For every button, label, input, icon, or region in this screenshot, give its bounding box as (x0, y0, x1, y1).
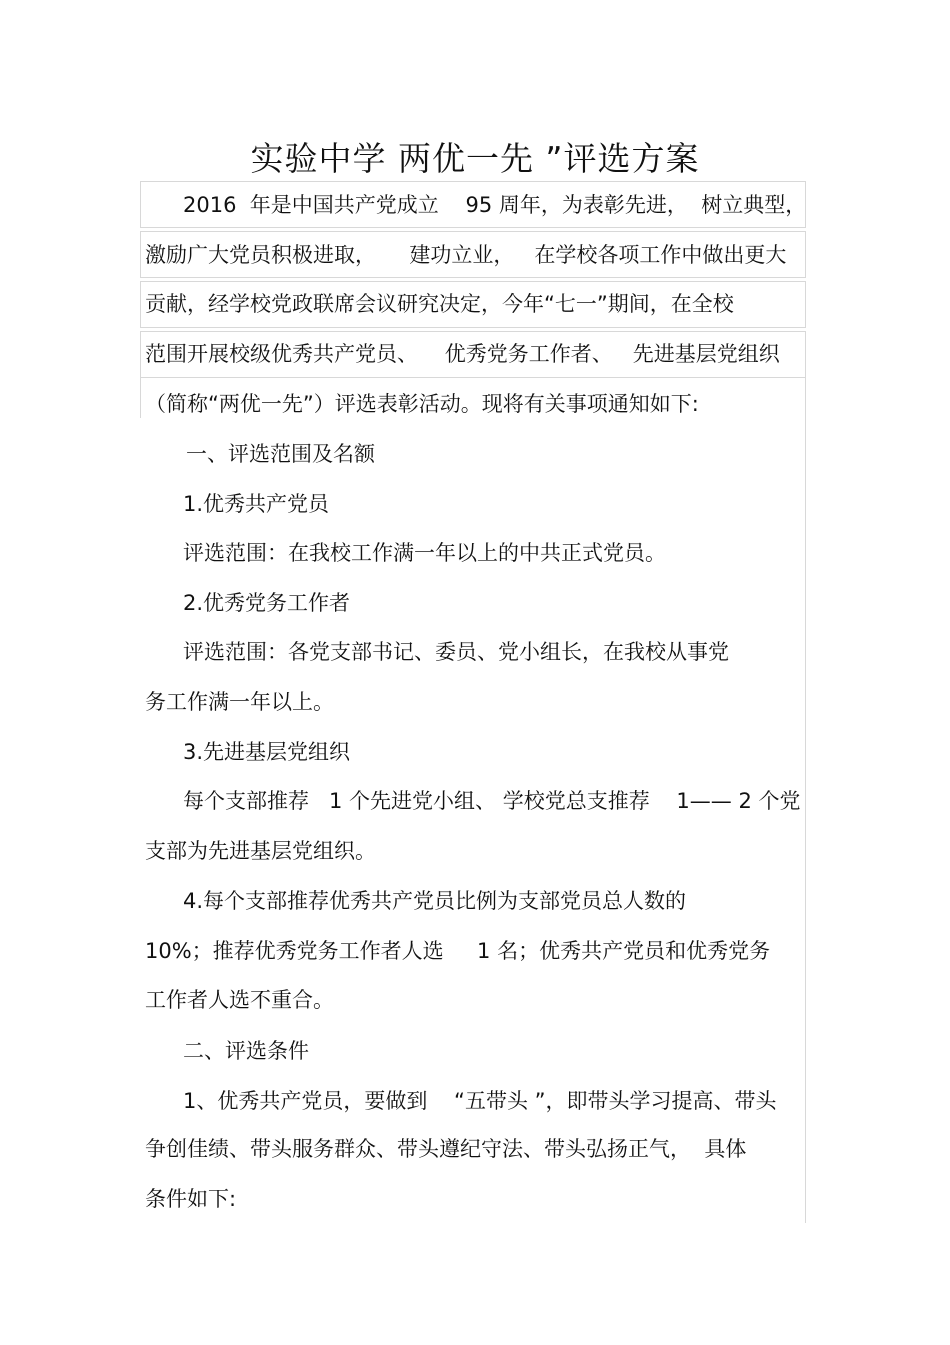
paragraph-line: 4.每个支部推荐优秀共产党员比例为支部党员总人数的 (183, 889, 687, 913)
paragraph-line: 2016 年是中国共产党成立 95 周年，为表彰先进， 树立典型， (183, 193, 807, 217)
page-border-right (805, 378, 806, 1223)
section-heading: 一、评选范围及名额 (186, 442, 375, 466)
paragraph-line: 10%；推荐优秀党务工作者人选 1 名；优秀共产党员和优秀党务 (145, 939, 771, 963)
document-title: 实验中学 两优一先 ”评选方案 (250, 139, 700, 178)
paragraph-line: 支部为先进基层党组织。 (145, 839, 376, 863)
subsection-heading: 2.优秀党务工作者 (183, 591, 351, 615)
paragraph-line: 评选范围：在我校工作满一年以上的中共正式党员。 (183, 541, 666, 565)
paragraph-line: （简称“两优一先”）评选表彰活动。现将有关事项通知如下: (145, 392, 699, 416)
page-border-left (140, 378, 141, 418)
paragraph-line: 争创佳绩、带头服务群众、带头遵纪守法、带头弘扬正气， 具体 (145, 1137, 747, 1161)
subsection-heading: 3.先进基层党组织 (183, 740, 351, 764)
paragraph-line: 每个支部推荐 1 个先进党小组、 学校党总支推荐 1—— 2 个党 (183, 789, 801, 813)
paragraph-line: 评选范围：各党支部书记、委员、党小组长，在我校从事党 (183, 640, 729, 664)
subsection-heading: 1.优秀共产党员 (183, 492, 330, 516)
paragraph-line: 条件如下: (145, 1187, 237, 1211)
paragraph-line: 务工作满一年以上。 (145, 690, 334, 714)
paragraph-line: 贡献，经学校党政联席会议研究决定，今年“七一”期间，在全校 (145, 292, 734, 316)
section-heading: 二、评选条件 (183, 1039, 309, 1063)
paragraph-line: 工作者人选不重合。 (145, 988, 334, 1012)
paragraph-line: 1、优秀共产党员，要做到 “五带头 ”，即带头学习提高、带头 (183, 1089, 777, 1113)
paragraph-line: 激励广大党员积极进取， 建功立业， 在学校各项工作中做出更大 (145, 243, 787, 267)
paragraph-line: 范围开展校级优秀共产党员、 优秀党务工作者、 先进基层党组织 (145, 342, 780, 366)
